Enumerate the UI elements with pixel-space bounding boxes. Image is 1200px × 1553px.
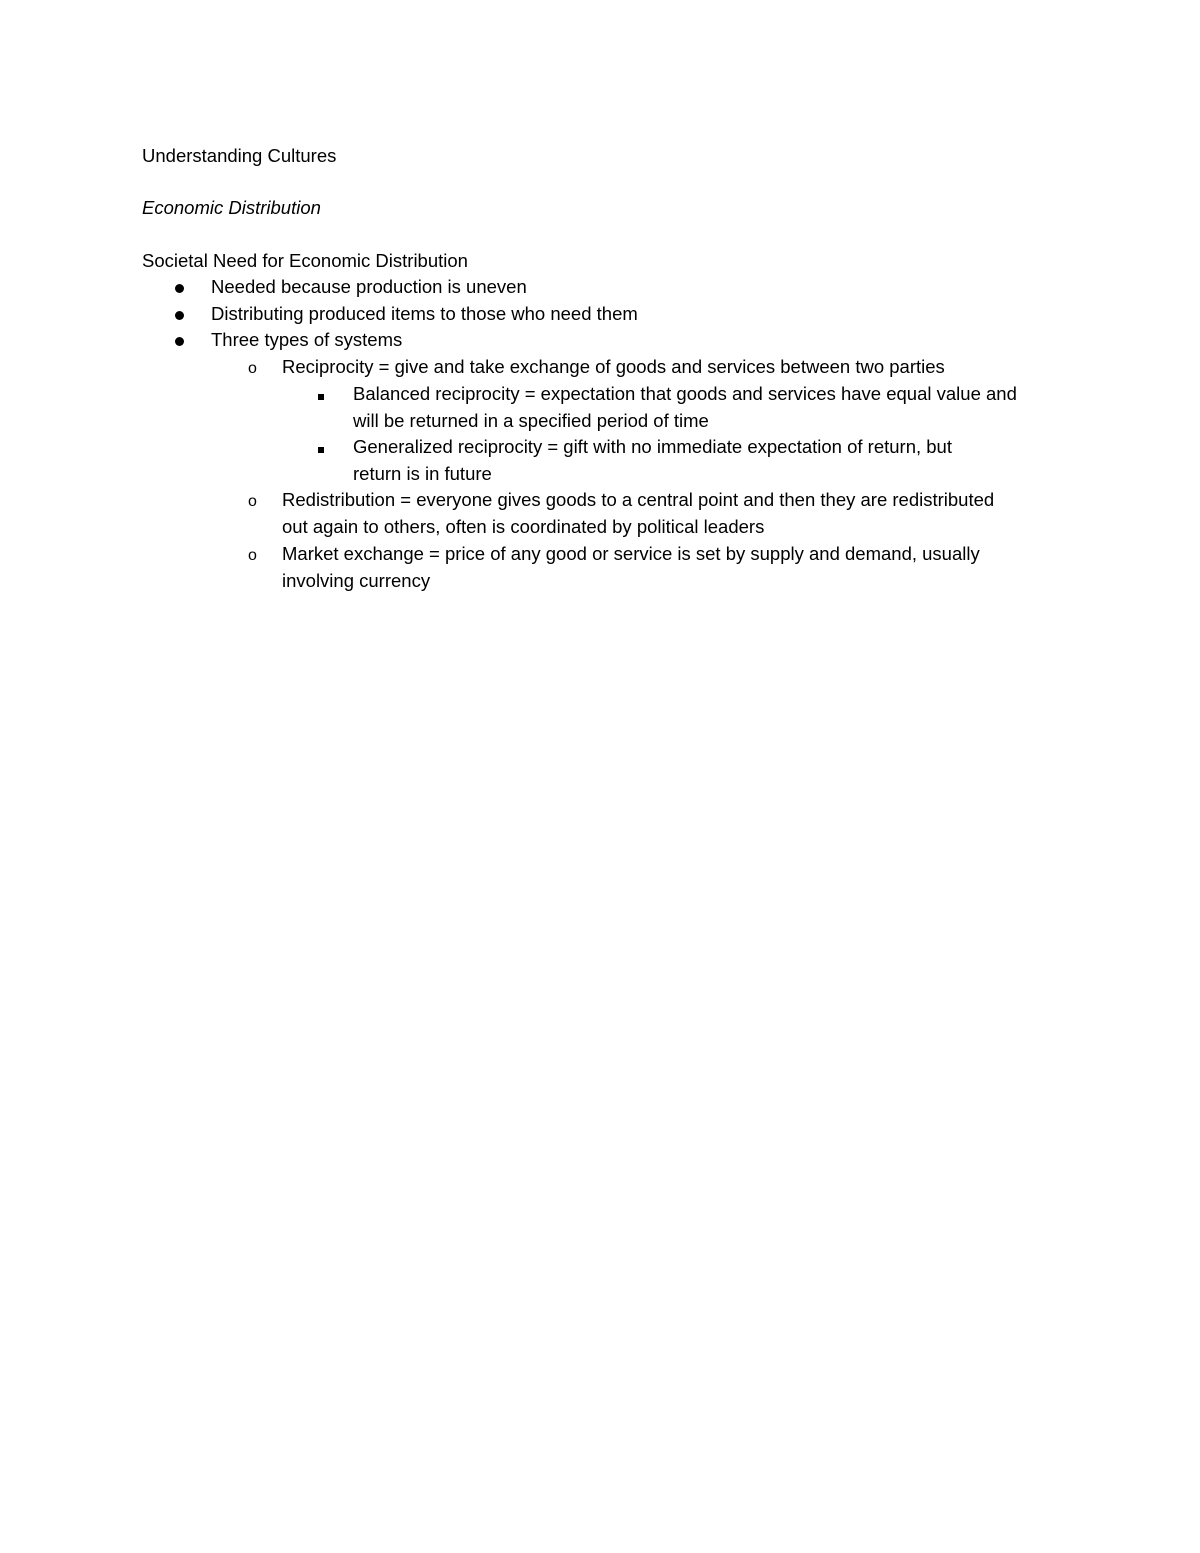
bullet-dot-icon xyxy=(175,327,184,354)
list-item-continuation: involving currency xyxy=(282,570,431,591)
bullet-square-icon xyxy=(318,434,324,461)
list-item: Redistribution = everyone gives goods to a central point and then they are redistributed xyxy=(282,489,995,510)
list-item: Distributing produced items to those who need them xyxy=(211,303,638,324)
bullet-circle-icon: o xyxy=(248,547,257,564)
bullet-circle-icon: o xyxy=(248,360,257,377)
list-item: Three types of systems xyxy=(211,329,403,350)
list-item: Balanced reciprocity = expectation that goods and services have equal value and xyxy=(353,383,1017,404)
bullet-dot-icon xyxy=(175,301,184,328)
list-item-continuation: out again to others, often is coordinated by political leaders xyxy=(282,516,765,537)
list-item-continuation: will be returned in a specified period of time xyxy=(353,410,709,431)
list-item: Reciprocity = give and take exchange of goods and services between two parties xyxy=(282,356,945,377)
list-item: Market exchange = price of any good or service is set by supply and demand, usually xyxy=(282,543,980,564)
list-item: Generalized reciprocity = gift with no immediate expectation of return, but xyxy=(353,436,952,457)
list-item: Needed because production is uneven xyxy=(211,276,527,297)
bullet-square-icon xyxy=(318,381,324,408)
document-title: Understanding Cultures xyxy=(142,145,337,166)
list-item-continuation: return is in future xyxy=(353,463,492,484)
document-subtitle: Economic Distribution xyxy=(142,197,321,218)
bullet-circle-icon: o xyxy=(248,493,257,510)
section-heading: Societal Need for Economic Distribution xyxy=(142,250,468,271)
bullet-dot-icon xyxy=(175,274,184,301)
